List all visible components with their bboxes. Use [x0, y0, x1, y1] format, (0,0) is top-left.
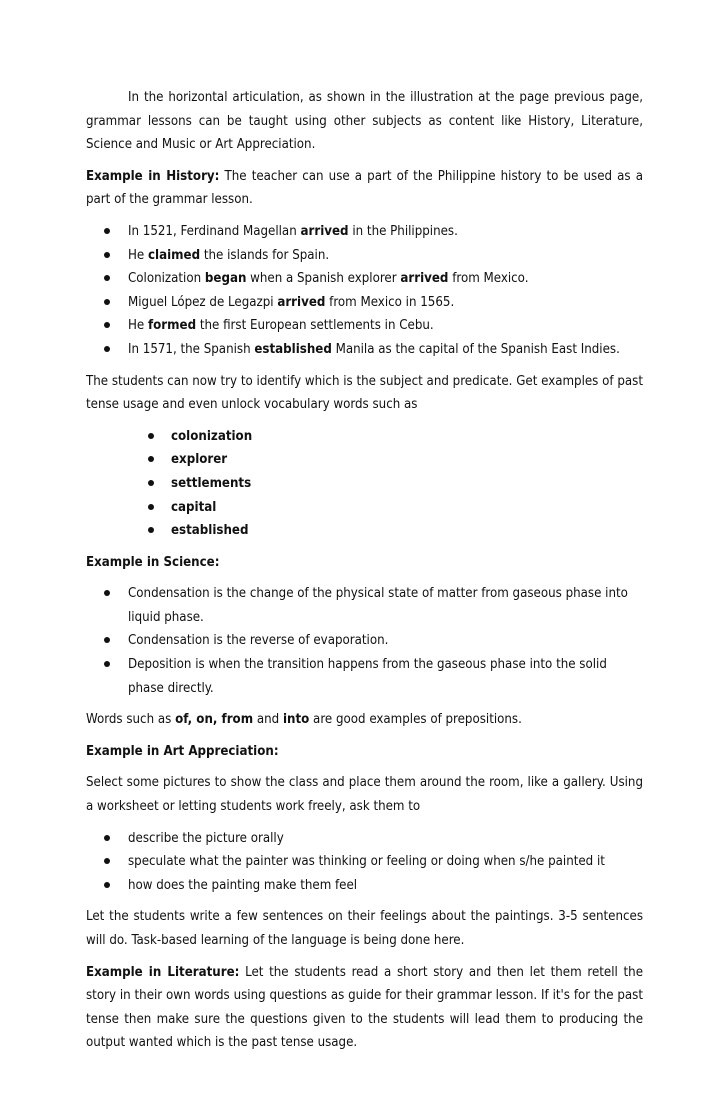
list-item: Condensation is the change of the physical state of matter from gaseous phase into liquid phase.: [86, 582, 643, 629]
bullet-icon: [104, 299, 110, 305]
bullet-icon: [104, 252, 110, 258]
list-item: established: [86, 519, 643, 543]
list-item: Colonization began when a Spanish explorer arrived from Mexico.: [86, 267, 643, 291]
prepositions-paragraph: Words such as of, on, from and into are good examples of prepositions.: [86, 712, 522, 728]
list-item: settlements: [86, 472, 643, 496]
science-heading: Example in Science:: [86, 554, 220, 570]
list-item: He formed the first European settlements in Cebu.: [86, 314, 643, 338]
list-item: Miguel López de Legazpi arrived from Mexico in 1565.: [86, 291, 643, 315]
bullet-icon: [104, 661, 110, 667]
history-heading: Example in History:: [86, 168, 220, 184]
history-after-paragraph: The students can now try to identify which is the subject and predicate. Get examples of past tense usage and even unlock vocabulary words such as: [86, 373, 643, 413]
list-item: capital: [86, 496, 643, 520]
bullet-icon: [148, 527, 154, 533]
list-item: colonization: [86, 425, 643, 449]
literature-text: Let the students read a short story and then let them retell the story in their own words using questions as guide for their grammar lesson. If it's for the past tense then make sure the questions given to the students will lead them to producing the output wanted which is the past tense usage.: [86, 964, 643, 1051]
art-heading: Example in Art Appreciation:: [86, 743, 279, 759]
list-item: In 1571, the Spanish established Manila as the capital of the Spanish East Indies.: [86, 338, 643, 362]
bullet-icon: [104, 275, 110, 281]
list-item: He claimed the islands for Spain.: [86, 244, 643, 268]
document-page: [86, 86, 643, 1063]
art-list: [86, 827, 643, 898]
bullet-icon: [104, 590, 110, 596]
intro-paragraph: In the horizontal articulation, as shown in the illustration at the page previous page, grammar lessons can be taught using other subjects as content like History, Literature, Science and Music or Art Appreciation.: [86, 90, 643, 153]
list-item: how does the painting make them feel: [86, 874, 643, 898]
list-item: Deposition is when the transition happens from the gaseous phase into the solid phase directly.: [86, 653, 643, 700]
bullet-icon: [104, 835, 110, 841]
art-paragraph: Select some pictures to show the class and place them around the room, like a gallery. Using a worksheet or letting students work freely, ask them to: [86, 775, 643, 815]
literature-heading: Example in Literature:: [86, 964, 240, 980]
history-list: [86, 220, 643, 362]
science-list: [86, 582, 643, 700]
bullet-icon: [104, 346, 110, 352]
bullet-icon: [148, 504, 154, 510]
bullet-icon: [104, 322, 110, 328]
bullet-icon: [104, 858, 110, 864]
history-text: The teacher can use a part of the Philippine history to be used as a part of the grammar lesson.: [86, 168, 643, 208]
list-item: describe the picture orally: [86, 827, 643, 851]
list-item: speculate what the painter was thinking or feeling or doing when s/he painted it: [86, 850, 643, 874]
list-item: explorer: [86, 448, 643, 472]
bullet-icon: [104, 637, 110, 643]
bullet-icon: [104, 228, 110, 234]
bullet-icon: [104, 882, 110, 888]
history-paragraph: [86, 165, 643, 212]
bullet-icon: [148, 433, 154, 439]
bullet-icon: [148, 480, 154, 486]
bullet-icon: [148, 456, 154, 462]
art-after-paragraph: Let the students write a few sentences on their feelings about the paintings. 3-5 sentences will do. Task-based learning of the language is being done here.: [86, 909, 643, 948]
list-item: Condensation is the reverse of evaporation.: [86, 629, 643, 653]
vocab-list: [86, 425, 643, 543]
literature-paragraph: [86, 961, 643, 1055]
list-item: In 1521, Ferdinand Magellan arrived in the Philippines.: [86, 220, 643, 244]
